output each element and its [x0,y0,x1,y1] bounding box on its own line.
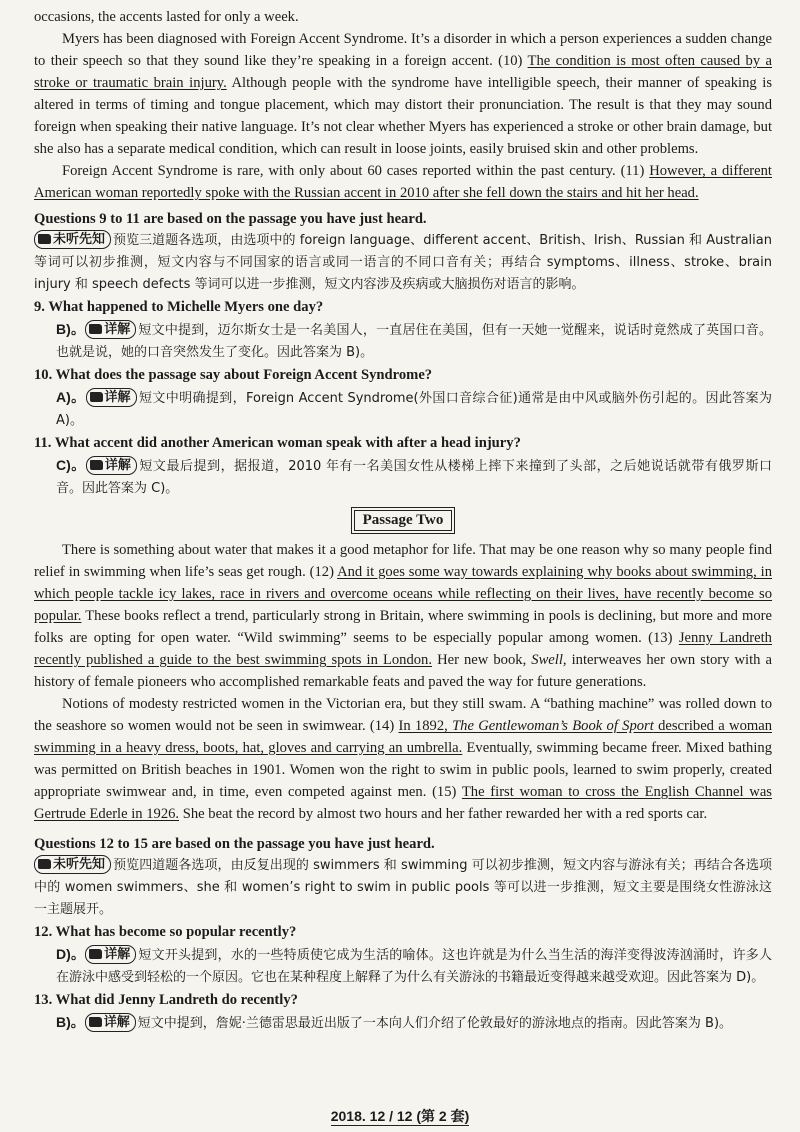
explanation-text: 短文最后提到，据报道，2010 年有一名美国女性从楼梯上摔下来撞到了头部，之后她说话就带有俄罗斯口音。因此答案为 C)。 [56,459,772,496]
book-title: The Gentlewoman’s Book of Sport [452,718,654,734]
preview-tag: 未听先知 [34,230,111,249]
paragraph-text: Eventually, swimming became freer. Mixed bathing was permitted on British beaches in 1901. Women won the right to swim in public pools, learned to swim properly, created appropriate swimwear and, in time, even competed against men. (15) [34,740,772,800]
underlined-answer-text: The condition is most often caused by a stroke or traumatic brain injury. [34,53,772,91]
answer-explanation [34,386,772,432]
passage-two-title-wrap [34,510,772,531]
explanation-tag: 详解 [85,1013,136,1032]
explanation-text: 短文中提到，詹妮·兰德雷思最近出版了一本向人们介绍了伦敦最好的游泳地点的指南。因此答案为 B)。 [137,1016,733,1031]
answer-letter: B)。 [56,321,86,337]
page-number: 2018. 12 / 12 (第 2 套) [330,1108,470,1124]
underlined-answer-text: And it goes some way towards explaining why books about swimming, in which people tackle icy lakes, race in rivers and overcome oceans while reflecting on their lives, have recently become so popular. [34,564,772,624]
folder-icon [90,392,103,402]
explanation-text: 短文开头提到，水的一些特质使它成为生活的喻体。这也许就是为什么当生活的海洋变得波涛汹涌时，许多人在游泳中感受到轻松的一个原因。它也在某种程度上解释了为什么有关游泳的书籍最近变得越来越受欢迎。因此答案为 D)。 [56,948,772,985]
passage-two-paragraph [34,539,772,693]
answer-letter: B)。 [56,1014,85,1030]
answer-explanation [34,318,772,364]
paragraph-text: These books reflect a trend, particularly strong in Britain, where swimming in pools is declining, but more and more folks are opting for open water. “Wild swimming” seems to be especially popular among women. (13) [34,608,772,646]
paragraph-text: There is something about water that makes it a good metaphor for life. That may be one reason why so many people find relief in swimming when life’s seas get rough. (12) [34,542,772,580]
explanation-tag: 详解 [85,320,136,339]
underlined-answer-text: Jenny Landreth recently published a guide to the best swimming spots in London. [34,630,772,668]
underlined-answer-text: described a woman swimming in a heavy dress, boots, hat, gloves and carrying an umbrella. [34,718,772,756]
preview-text: 预览四道题各选项，由反复出现的 swimmers 和 swimming 可以初步推测，短文内容与游泳有关；再结合各选项中的 women swimmers、she 和 women’s right to swim in public pools 等可以进一步推测，短文主要是围绕女性游泳这一主题展开。 [34,858,772,917]
page-content [34,6,772,1035]
answer-letter: A)。 [56,389,86,405]
paragraph-text: Notions of modesty restricted women in the Victorian era, but they still swam. A “bathing machine” was rolled down to the seashore so women would not be seen in swimwear. (14) [34,696,772,734]
answer-letter: D)。 [56,946,86,962]
question-text: 12. What has become so popular recently? [34,924,297,940]
folder-icon [89,949,102,959]
paragraph-text: Myers has been diagnosed with Foreign Accent Syndrome. It’s a disorder in which a person experiences a sudden change to their speech so that they sound like they’re speaking in a foreign accent. (10) [34,31,772,69]
question-item [34,989,772,1035]
book-title: Swell [531,652,563,668]
paragraph-text: occasions, the accents lasted for only a week. [34,9,299,25]
preview-text: 预览三道题各选项，由选项中的 foreign language、different accent、British、Irish、Russian 和 Australian 等词可以初步推测，短文内容与不同国家的语言或同一语言的不同口音有关；再结合 symptoms、illness、stroke、brain injury 和 speech defects 等词可以进一步推测，短文内容涉及疾病或大脑损伤对语言的影响。 [34,233,772,292]
passage-one-paragraph [34,6,772,28]
answer-explanation [34,1011,772,1035]
preview-tag: 未听先知 [34,855,111,874]
answer-explanation [34,454,772,500]
underlined-answer-text: The first woman to cross the English Channel was Gertrude Ederle in 1926. [34,784,772,822]
folder-icon [90,460,103,470]
paragraph-text: Although people with the syndrome have intelligible speech, their manner of speaking is altered in terms of timing and tongue placement, which may distort their pronunciation. The result is that they may sound foreign when speaking their native language. It’s not clear whether Myers has experienced a stroke or other brain damage, but she also has a separate medical condition, which can result in loose joints, easily bruised skin and other problems. [34,75,772,157]
folder-icon [89,324,102,334]
folder-icon [89,1017,102,1027]
question-item [34,921,772,989]
paragraph-text: She beat the record by almost two hours and her father rewarded her with a red sports car. [179,806,708,822]
explanation-tag: 详解 [85,945,136,964]
answer-explanation [34,943,772,989]
folder-icon [38,859,51,869]
question-item [34,296,772,364]
explanation-tag: 详解 [86,388,137,407]
underlined-answer-text: In 1892, [398,718,453,734]
answer-letter: C)。 [56,457,86,473]
passage-one-paragraph [34,160,772,204]
explanation-tag: 详解 [86,456,137,475]
question-text: 11. What accent did another American woman speak with after a head injury? [34,435,521,451]
paragraph-text: Her new book, [432,652,532,668]
question-item [34,432,772,500]
question-text: 10. What does the passage say about Foreign Accent Syndrome? [34,367,433,383]
passage-two-paragraph [34,693,772,825]
paragraph-text: , interweaves her own story with a history of female pioneers who accomplished remarkable feats and paved the way for future generations. [34,652,772,690]
passage-one-paragraph [34,28,772,160]
page-footer [0,1106,800,1126]
paragraph-text: Foreign Accent Syndrome is rare, with only about 60 cases reported within the past century. (11) [62,163,650,179]
preview-note [34,230,772,296]
section-heading: Questions 9 to 11 are based on the passage you have just heard. [34,211,427,227]
question-text: 9. What happened to Michelle Myers one day? [34,299,324,315]
explanation-text: 短文中明确提到，Foreign Accent Syndrome(外国口音综合征)通常是由中风或脑外伤引起的。因此答案为 A)。 [56,391,772,428]
underlined-answer-text: However, a different American woman reportedly spoke with the Russian accent in 2010 after she fell down the stairs and hit her head. [34,163,772,201]
section-heading: Questions 12 to 15 are based on the passage you have just heard. [34,836,435,852]
folder-icon [38,234,51,244]
question-item [34,364,772,432]
question-text: 13. What did Jenny Landreth do recently? [34,992,298,1008]
explanation-text: 短文中提到，迈尔斯女士是一名美国人，一直居住在美国，但有一天她一觉醒来，说话时竟然成了英国口音。也就是说，她的口音突然发生了变化。因此答案为 B)。 [56,323,772,360]
preview-note [34,855,772,921]
passage-two-title: Passage Two [354,510,453,531]
